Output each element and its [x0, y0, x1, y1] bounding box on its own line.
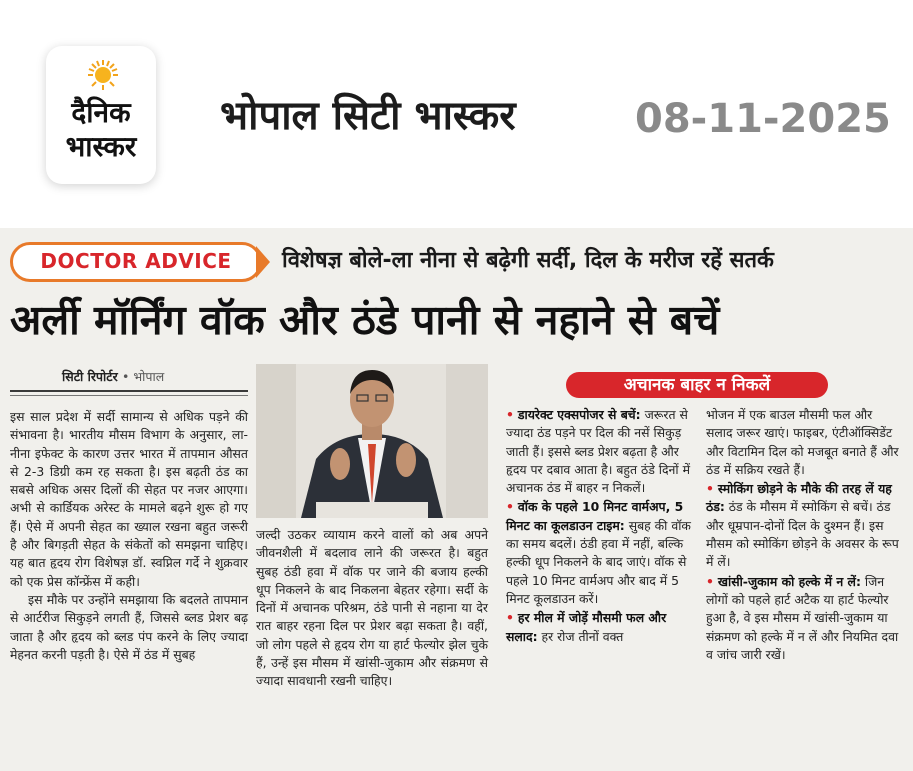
- dainik-bhaskar-logo: [46, 46, 156, 184]
- doctor-advice-label: DOCTOR ADVICE: [40, 249, 232, 273]
- sun-icon: [88, 60, 118, 90]
- side-section-tag: अचानक बाहर न निकलें: [566, 372, 828, 398]
- edition-title: भोपाल सिटी भास्कर: [220, 93, 516, 139]
- tag-arrow-icon: [256, 242, 272, 282]
- bullet-item: [506, 498, 694, 608]
- bullet-icon: •: [506, 407, 514, 422]
- column-1: [10, 408, 248, 664]
- doctor-photo-illustration: [256, 364, 488, 518]
- bullet-icon: •: [506, 610, 514, 626]
- doctor-photo: [256, 364, 488, 518]
- col4-lead: भोजन में एक बाउल मौसमी फल और सलाद जरूर खाएं। फाइबर, एंटीऑक्सिडेंट और विटामिन दिल को मजबूत बनाते हैं और ठंड में सक्रिय रखते हैं।: [706, 407, 899, 477]
- col1-paragraph-2: इस मौके पर उन्होंने समझाया कि बदलते तापमान से आर्टरीज सिकुड़ने लगती हैं, जिससे ब्लड प्रेशर बढ़ जाता है और हृदय को ब्लड पंप करने के लिए ज्यादा मेहनत करनी पड़ती है। ऐसे में ठंड में सुबह: [10, 591, 248, 662]
- bullet-title: वॉक के पहले 10 मिनट वार्मअप, 5 मिनट का कूलडाउन टाइम:: [506, 499, 684, 533]
- col1-paragraph-1: इस साल प्रदेश में सर्दी सामान्य से अधिक पड़ने की संभावना है। भारतीय मौसम विभाग के अनुसार, ला-नीना इफेक्ट के कारण उत्तर भारत में तापमान औसत से 2-3 डिग्री कम रह सकता है। इस बढ़ती ठंड का सबसे अधिक असर दिलों की सेहत पर नजर आएगा। अभी से कार्डियक अरेस्ट के मामले बढ़ने शुरू हो गए हैं। ऐसे में अपनी सेहत का ख्याल रखना बहुत जरूरी है और बिगड़ती सेहत के संकेतों को समझना चाहिए। यह बात हृदय रोग विशेषज्ञ डॉ. स्वप्निल गर्दे ने शुक्रवार को एक प्रेस कॉन्फ्रेंस में कही।: [10, 409, 248, 589]
- column-rule-thin: [10, 395, 248, 396]
- bullet-text: जिन लोगों को पहले हार्ट अटैक या हार्ट फेल्योर हुआ है, वे इस मौसम में खांसी-जुकाम या संक्रमण को हल्के में न लें और नियमित दवा व जांच जारी रखें।: [706, 573, 899, 662]
- bullet-item: [506, 406, 694, 497]
- bullet-text: सुबह की वॉक का समय बदलें। ठंडी हवा में नहीं, बल्कि हल्की धूप निकलने के बाद जाएं। वॉक से पहले 10 मिनट वार्मअप और बाद में 5 मिनट कूलडाउन करें।: [506, 517, 691, 606]
- byline-reporter: सिटी रिपोर्टर: [62, 369, 118, 384]
- edition-date: 08-11-2025: [635, 96, 891, 142]
- bullet-title: खांसी-जुकाम को हल्के में न लें:: [717, 573, 861, 589]
- column-3: [506, 406, 694, 647]
- column-2: जल्दी उठकर व्यायाम करने वालों को अब अपने जीवनशैली में बदलाव लाने की जरूरत है। बहुत सुबह ठंडी हवा में वॉक पर जाने की बजाय हल्की धूप निकलने के बाद निकलना बेहतर रहेगा। सर्दी के दिनों में अचानक परिश्रम, ठंडे पानी से नहाना या देर रात बाहर रहना दिल पर प्रेशर बढ़ा सकता है। वहीं, जो लोग पहले से हृदय रोग या हार्ट फेल्योर झेल चुके हैं, उन्हें इस मौसम में खांसी-जुकाम और संक्रमण से ज्यादा सावधानी रखनी चाहिए।: [256, 527, 488, 689]
- bullet-text: ठंड के मौसम में स्मोकिंग से बचें। ठंड और धूम्रपान-दोनों दिल के दुश्मन हैं। इस मौसम को स्मोकिंग छोड़ने के अवसर के रूप में लें।: [706, 499, 899, 570]
- bullet-icon: •: [706, 481, 714, 497]
- newspaper-clipping: [0, 228, 913, 771]
- bullet-item: [706, 573, 902, 664]
- logo-text-bhaskar: भास्कर: [65, 130, 137, 163]
- byline-place: • भोपाल: [122, 369, 165, 384]
- bullet-item: [506, 609, 694, 646]
- bullet-icon: •: [506, 499, 514, 515]
- column-4: [706, 406, 902, 665]
- bullet-title: हर मील में जोड़ें मौसमी फल और सलाद:: [506, 610, 667, 644]
- article-kicker: विशेषज्ञ बोले-ला नीना से बढ़ेगी सर्दी, दिल के मरीज रहें सतर्क: [282, 248, 774, 273]
- column-rule: [10, 390, 248, 392]
- doctor-advice-tag: [10, 242, 262, 282]
- bullet-title: डायरेक्ट एक्सपोजर से बचें:: [517, 407, 641, 422]
- byline: [62, 368, 164, 385]
- bullet-icon: •: [706, 573, 714, 589]
- bullet-item: [706, 480, 902, 571]
- logo-text-dainik: दैनिक: [71, 96, 131, 129]
- bullet-title: स्मोकिंग छोड़ने के मौके की तरह लें यह ठंड:: [706, 481, 892, 515]
- bullet-text: जरूरत से ज्यादा ठंड पड़ने पर दिल की नसें सिकुड़ जाती हैं। इससे ब्लड प्रेशर बढ़ता है और हृदय पर दबाव आता है। बहुत ठंडे दिनों में अचानक ठंड में बाहर न निकलें।: [506, 407, 690, 496]
- article-headline: अर्ली मॉर्निंग वॉक और ठंडे पानी से नहाने से बचें: [10, 296, 720, 344]
- bullet-text: हर रोज तीनों वक्त: [541, 628, 624, 644]
